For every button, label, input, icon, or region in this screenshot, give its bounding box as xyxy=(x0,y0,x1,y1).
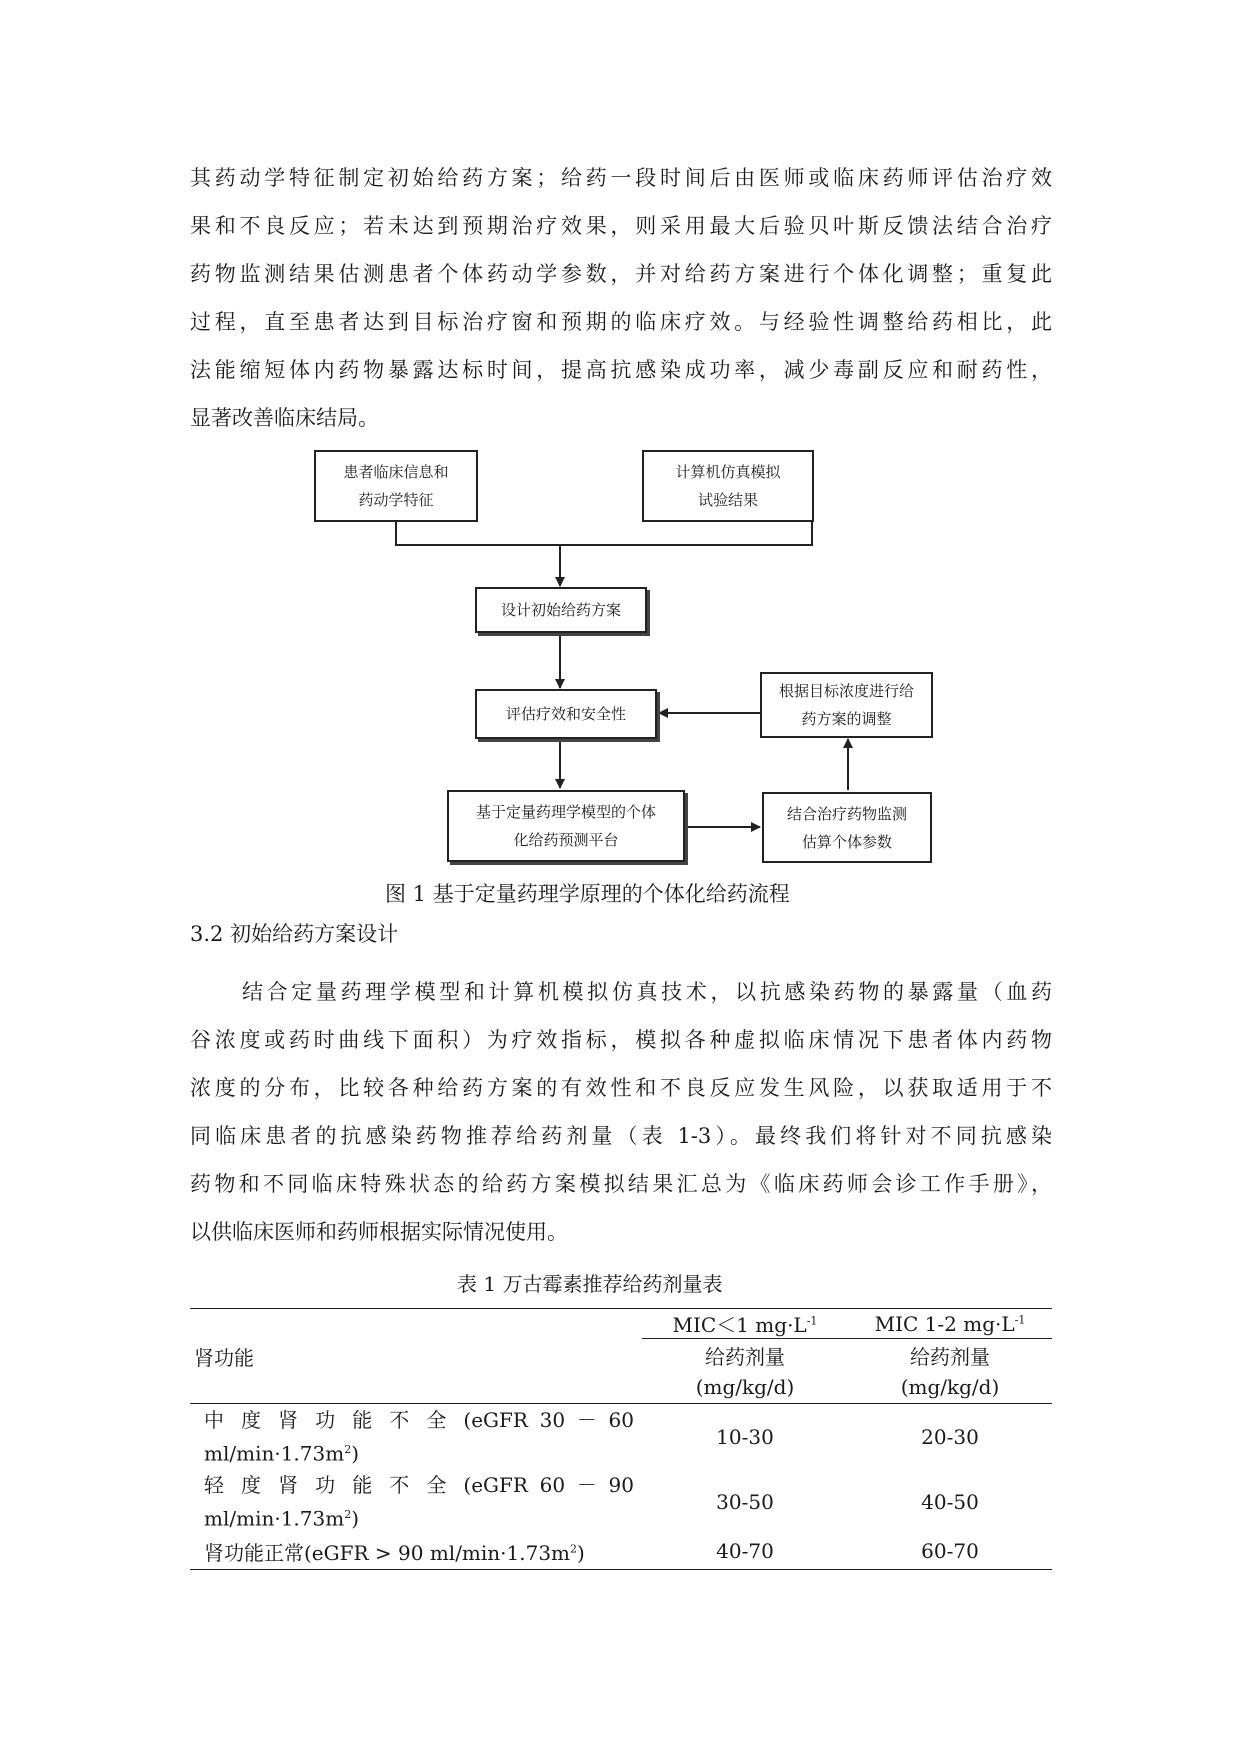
paragraph-1 xyxy=(190,154,1052,442)
text-line: 药物监测结果估测患者个体药动学参数，并对给药方案进行个体化调整；重复此 xyxy=(190,262,1052,286)
section-heading: 3.2 初始给药方案设计 xyxy=(190,922,399,946)
dose-value: 40-50 xyxy=(921,1489,979,1514)
dose-value: 40-70 xyxy=(642,1534,848,1570)
flow-box-adjust: 根据目标浓度进行给 药方案的调整 xyxy=(760,672,933,738)
figure-caption: 图 1 基于定量药理学原理的个体化给药流程 xyxy=(385,882,790,906)
dosing-table xyxy=(190,1308,1052,1570)
table-row xyxy=(190,1534,1052,1570)
text-line: 过程，直至患者达到目标治疗窗和预期的临床疗效。与经验性调整给药相比，此 xyxy=(190,310,1052,334)
dose-value: 10-30 xyxy=(716,1424,774,1449)
header-dose-label: 给药剂量 xyxy=(705,1344,785,1369)
header-dose-label: 给药剂量 xyxy=(910,1344,990,1369)
text-line: 以供临床医师和药师根据实际情况使用。 xyxy=(190,1220,568,1244)
text-line: 药物和不同临床特殊状态的给药方案模拟结果汇总为《临床药师会诊工作手册》， xyxy=(190,1172,1052,1196)
renal-status-moderate: 中 度 肾 功 能 不 全 (eGFR 30 － 60 $ml/\min\cdot 1.73m^2$) xyxy=(204,1407,634,1466)
flow-box-prediction-platform: 基于定量药理学模型的个体 化给药预测平台 xyxy=(447,790,685,862)
table-row xyxy=(190,1404,1052,1470)
flow-box-evaluate: 评估疗效和安全性 xyxy=(475,689,657,739)
renal-status-mild: 轻 度 肾 功 能 不 全 (eGFR 60 － 90 $ml/\min\cdot 1.73m^2$) xyxy=(204,1472,634,1531)
text-line: 谷浓度或药时曲线下面积）为疗效指标，模拟各种虚拟临床情况下患者体内药物 xyxy=(190,1028,1052,1052)
paragraph-2 xyxy=(190,968,1052,1256)
header-dose-unit: (mg/kg/d) xyxy=(642,1372,848,1404)
dose-value: 30-50 xyxy=(716,1489,774,1514)
header-mic-low: MIC＜1 $mg\cdot L^{-1}$ xyxy=(642,1309,848,1339)
table-row xyxy=(190,1470,1052,1534)
text-line: 结合定量药理学模型和计算机模拟仿真技术，以抗感染药物的暴露量（血药 xyxy=(242,980,1052,1004)
dose-value: 20-30 xyxy=(921,1424,979,1449)
table-header-row xyxy=(190,1309,1052,1339)
text-line: 法能缩短体内药物暴露达标时间，提高抗感染成功率，减少毒副反应和耐药性， xyxy=(190,358,1052,382)
dose-value: 60-70 xyxy=(848,1534,1052,1570)
table-caption: 表 1 万古霉素推荐给药剂量表 xyxy=(457,1272,723,1296)
header-mic-high: MIC 1-2 $mg\cdot L^{-1}$ xyxy=(848,1309,1052,1339)
flow-box-patient-info: 患者临床信息和 药动学特征 xyxy=(314,450,478,522)
flow-box-initial-design: 设计初始给药方案 xyxy=(475,587,647,633)
text-line: 果和不良反应；若未达到预期治疗效果，则采用最大后验贝叶斯反馈法结合治疗 xyxy=(190,214,1052,238)
renal-status-normal: 肾功能正常(eGFR > 90 $ml/\min\cdot 1.73m^2$) xyxy=(190,1534,642,1570)
text-line: 其药动学特征制定初始给药方案；给药一段时间后由医师或临床药师评估治疗效 xyxy=(190,166,1052,190)
text-line: 同临床患者的抗感染药物推荐给药剂量（表 1-3）。最终我们将针对不同抗感染 xyxy=(190,1124,1052,1148)
flow-box-tdm: 结合治疗药物监测 估算个体参数 xyxy=(762,792,932,863)
text-line: 显著改善临床结局。 xyxy=(190,406,379,430)
flow-box-simulation: 计算机仿真模拟 试验结果 xyxy=(642,450,814,522)
text-line: 浓度的分布，比较各种给药方案的有效性和不良反应发生风险，以获取适用于不 xyxy=(190,1076,1052,1100)
header-renal-function: 肾功能 xyxy=(190,1309,642,1404)
connector-merge xyxy=(396,521,812,545)
header-dose-unit: (mg/kg/d) xyxy=(848,1372,1052,1404)
